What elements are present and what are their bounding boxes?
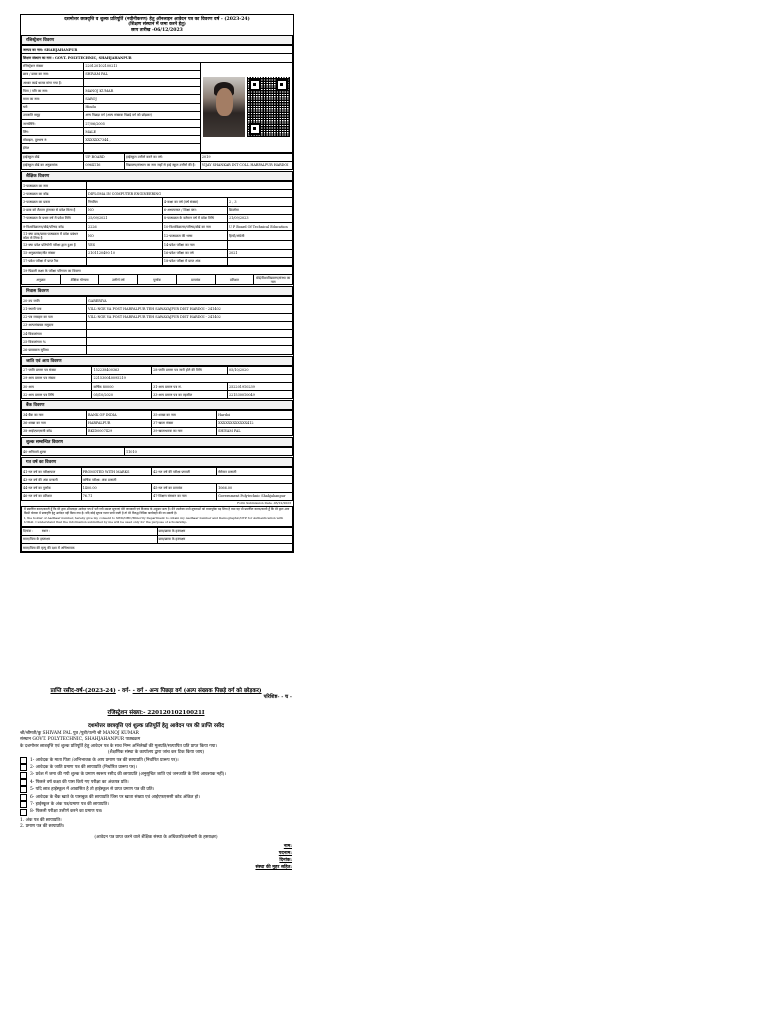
field-value: 221530040095219 [92, 374, 293, 382]
field-value: 05/10/2020 [92, 391, 152, 399]
field-value: 2101120490 10 [87, 249, 163, 257]
table-row [22, 419, 293, 427]
form-header [21, 15, 293, 34]
institute-value: GOVT. POLYTECHNIC, SHAHJAHANPUR [54, 56, 132, 60]
field-label: 45-गत वर्ष का प्राप्तांक [152, 484, 217, 492]
field-value: डिप्लोमा [227, 206, 292, 214]
field-value [87, 321, 293, 329]
table-row [22, 476, 293, 484]
field-value [87, 346, 293, 354]
extra-list [20, 818, 292, 831]
table-row [22, 382, 293, 390]
table-row [22, 214, 293, 222]
field-value: सेमेस्टर प्रणाली [217, 468, 293, 476]
field-label: 39-खाताधारक का नाम [152, 427, 217, 435]
field-label: 31-आय प्रमाण पत्र सं. [152, 382, 228, 390]
field-value: VILL-NGE VA POST HARPALPUR TEH SAWAYAJPUR DIST HARDOI - 241402 [87, 305, 293, 313]
section-title: शुल्क सम्बन्धित विवरण [21, 437, 293, 447]
field-label: 37-खाता संख्या [152, 419, 217, 427]
table-cell: 2019 [200, 153, 292, 161]
checkbox[interactable] [20, 786, 27, 793]
field-label: 15-अनुक्रमांक/सीट संख्या [22, 249, 87, 257]
application-form [20, 14, 294, 553]
caste-income-section [21, 356, 293, 400]
institute-row [22, 54, 293, 62]
field-value: अन्य पिछड़ा वर्ग (अल्प संख्यक पिछड़े वर्ग को छोड़कर) [84, 111, 201, 119]
field-label: 12-पाठ्यक्रम की भाषा [162, 231, 227, 241]
sign-block [20, 843, 292, 872]
field-label: मोबाइल, दूरभाष नं: [22, 136, 84, 144]
table-cell: हाईस्कूल बोर्ड का अनुक्रमांक [22, 161, 84, 169]
column-header: अनुक्रम [22, 275, 61, 285]
table-row [22, 305, 293, 313]
column-header: प्रतिशत [215, 275, 254, 285]
student-photo [203, 77, 246, 137]
table-row [22, 411, 293, 419]
field-label: 9-विश्वविद्यालय/बोर्ड/परिषद कोड [22, 222, 87, 230]
checklist-item [20, 808, 292, 815]
field-label: धर्म: [22, 103, 84, 111]
checkbox[interactable] [20, 809, 27, 816]
field-label: 5-छात्र को लैटरल ट्रांसफर से प्रवेश मिला है [22, 206, 87, 214]
table-row [22, 249, 293, 257]
district-value: SHAHJAHANPUR [44, 47, 78, 52]
field-value: NO [87, 231, 163, 241]
field-label: 46-गत वर्ष का प्रतिशत [22, 492, 82, 500]
receipt-varg: - वर्ग- [115, 688, 133, 694]
parent-note: माता/पिता की मृत्यु की दशा में अभिभावक [22, 544, 293, 552]
checkbox[interactable] [20, 794, 27, 801]
sign-date-place [22, 527, 158, 535]
declaration-english: I, the holder of Aadhaar number, hereby give my consent to SWD/OBC/Minority Department to obtain my Aadhaar number and Demographic/OTP for Authentication with UIDAI. I understand that the information submitted by me will be used only for the purpose of scholarship. [24, 516, 284, 524]
checklist-item [20, 771, 292, 778]
table-cell: हाईस्कूल उत्तीर्ण करने का वर्ष: [124, 153, 200, 161]
field-label: 23-अल्पसंख्यक समुदाय [22, 321, 87, 329]
parent-sign: माता/पिता के हस्ताक्षर [22, 535, 158, 543]
field-value: U P Board Of Technical Education [227, 222, 292, 230]
field-label: 22-पत्र व्यवहार का पता [22, 313, 87, 321]
table-row [22, 161, 293, 169]
checkbox[interactable] [20, 757, 27, 764]
field-value: नियमित [87, 198, 163, 206]
field-value: XXXXXX7344 , [84, 136, 201, 144]
field-label: माता का नाम: [22, 95, 84, 103]
field-value: 2 , 3 [227, 198, 292, 206]
field-value: 76.71 [81, 492, 151, 500]
field-value: 25/09/2021 [87, 214, 163, 222]
prev-result-header-row [22, 275, 293, 285]
column-header: उत्तीर्ण वर्ष [99, 275, 138, 285]
field-value: BANK OF INDIA [87, 411, 152, 419]
bank-section [21, 400, 293, 436]
field-value: 1400.00 [81, 484, 151, 492]
table-row [22, 313, 293, 321]
field-value: HARPALPUR [87, 419, 152, 427]
receipt-heading: दशमोत्तर छात्रवृत्ति एवं शुल्क प्रतिपूर्ति हेतु आवेदन पत्र की प्राप्ति रसीद [88, 723, 224, 729]
field-value [227, 257, 292, 265]
registration-section [21, 35, 293, 170]
photo-qr-cell [200, 62, 292, 152]
column-header: पूर्णांक [138, 275, 177, 285]
sign-line: पदनाम: [278, 850, 292, 856]
field-value: SHIVAM PAL [84, 70, 201, 78]
field-value: 252201910239 [227, 382, 292, 390]
field-value: 21/09/2023 [227, 214, 292, 222]
checklist-item [20, 779, 292, 786]
field-value: 2226 [87, 222, 163, 230]
field-label: 29-आय प्रमाण पत्र संख्या [22, 374, 92, 382]
column-header: शैक्षिक योग्यता [60, 275, 99, 285]
field-value: 27/06/2005 [84, 119, 201, 127]
field-value: 05/10/2020 [227, 366, 292, 374]
place-label: स्थान : [41, 529, 51, 534]
field-label: 44-गत वर्ष का पूर्णांक [22, 484, 82, 492]
checkbox[interactable] [20, 764, 27, 771]
field-value [87, 330, 293, 338]
receipt-para [20, 731, 292, 757]
qr-code [247, 77, 290, 137]
field-value: XXXXXXXXXXXX412 [217, 419, 293, 427]
checklist-item [20, 801, 292, 808]
section-title: गत वर्ष का विवरण [21, 457, 293, 467]
student-sign: छात्र/छात्रा के हस्ताक्षर [157, 527, 293, 535]
receipt-line-inst: संस्थान GOVT. POLYTECHNIC, SHAHJAHANPUR पाठ्यक्रम [20, 737, 141, 743]
field-label: 40-अनिवार्य शुल्क [22, 447, 125, 455]
table-cell: विद्यालय/संस्थान का नाम जहाँ से हाई स्कूल उत्तीर्ण की है: [124, 161, 200, 169]
table-row [22, 241, 293, 249]
sign-line: नाम: [283, 843, 292, 849]
field-value: 2021 [227, 249, 292, 257]
table-row [22, 391, 293, 399]
checklist-label: 1- आवेदक के माता पिता /अभिभावक के आय प्रमाण पत्र की छायाप्रति (निर्धारित प्रारूप पर)। [30, 757, 179, 763]
residence-section [21, 286, 293, 354]
institute-label: शिक्षण संस्थान का नाम : [23, 56, 54, 60]
field-value: VILL-NGE VA POST HARPALPUR TEH SAWAYAJPUR DIST HARDOI - 241402 [87, 313, 293, 321]
field-value: DIPLOMA IN COMPUTER ENGINEERING [87, 190, 293, 198]
receipt-line-note: (शैक्षणिक संस्था के कार्यालय द्वारा जांच कर टिक किया जाय) [107, 750, 205, 756]
field-label: 7-पाठ्यक्रम के प्रथम वर्ष में प्रवेश तिथि [22, 214, 87, 222]
field-label: 10-विश्वविद्यालय/परिषद/बोर्ड का नाम [162, 222, 227, 230]
table-row [22, 447, 293, 455]
table-row [22, 198, 293, 206]
print-date: छाप तारीख -06/12/2023 [131, 27, 183, 33]
field-value: MANOJ KUMAR [84, 87, 201, 95]
field-label: 16-प्रवेश परीक्षा का वर्ष [162, 249, 227, 257]
field-value: 1066.00 [217, 484, 293, 492]
checkbox[interactable] [20, 779, 27, 786]
field-value: Government Polytechnic Shahjahanpur [217, 492, 293, 500]
receipt-category: - वर्ग - अन्य पिछड़ा वर्ग (अल्प संख्यक पिछड़े वर्ग को छोड़कर) [132, 688, 262, 694]
district-row [22, 46, 293, 54]
field-label: उपजाति समूह [22, 111, 84, 119]
field-label: 32-आय प्रमाण पत्र तिथि [22, 391, 92, 399]
table-row [22, 153, 293, 161]
section-title: निवास विवरण [21, 286, 293, 296]
field-value: 221530010049 [227, 391, 292, 399]
field-value [227, 241, 292, 249]
field-label: 47-शिक्षण संस्थान का नाम [152, 492, 217, 500]
field-label: 38-आईएफएससी कोड [22, 427, 87, 435]
field-label: 34-बैंक का नाम [22, 411, 87, 419]
table-row [22, 492, 293, 500]
submission-date: Form Submission Date -03/12/2023 [237, 500, 291, 505]
section-title: रजिस्ट्रेशन विवरण [21, 35, 293, 45]
table-row [22, 330, 293, 338]
field-value: SAROJ [84, 95, 201, 103]
field-label: 42-गत वर्ष की परीक्षा प्रणाली [152, 468, 217, 476]
field-label: 25-विकलांगता % [22, 338, 87, 346]
field-value: YES [87, 241, 163, 249]
field-label: रजिस्ट्रेशन संख्या [22, 62, 84, 70]
field-label: 2-पाठ्यक्रम का कोड [22, 190, 87, 198]
section-title: जाति एवं आय विवरण [21, 356, 293, 366]
fee-section [21, 437, 293, 456]
declaration-hindi: मैं प्रमाणित करता/करती हूँ कि मेरे द्वारा ऑनलाइन आवेदन पत्र में भरी गयी समस्त सूचनाएं मेरी जानकारी एवं विश्वास के अनुसार सत्य हैं। मैंने उपरोक्त सभी सूचनाओं को ध्यानपूर्वक पढ़ लिया है तथा यह भी प्रमाणित करता/करती हूँ कि मेरे द्वारा अन्य किसी योजना में छात्रवृत्ति हेतु आवेदन नहीं किया गया है। यदि कोई सूचना गलत पायी जाती है तो मेरे विरुद्ध विधिक कार्यवाही की जा सकती है। [24, 507, 290, 516]
field-label: 24-विकलांगता [22, 330, 87, 338]
field-value: 22012010210021I [84, 62, 201, 70]
table-row [22, 206, 293, 214]
field-label: 41-गत वर्ष का परीक्षाफल [22, 468, 82, 476]
field-value [87, 257, 163, 265]
sign-line: संस्था की मुहर सहित: [255, 865, 292, 871]
checklist [20, 757, 292, 816]
checkbox[interactable] [20, 772, 27, 779]
receipt-line-docs: के दशमोत्तर छात्रवृत्ति एवं शुल्क प्रतिपूर्ति हेतु आवेदन पत्र के साथ निम्न अभिलेखों की मूलप्रति/सत्यापित प्रति प्राप्त किया गया। [20, 743, 218, 749]
table-cell: VIJAY SHANKAR INT COLL HARPALPUR HARDOI [200, 161, 292, 169]
field-label: लिंग: [22, 128, 84, 136]
receipt [20, 686, 292, 872]
field-label: 17-प्रवेश परीक्षा में प्राप्त रैंक [22, 257, 87, 265]
table-row [22, 222, 293, 230]
table-cell: UP BOARD [84, 153, 125, 161]
field-label: 36-शाखा का नाम [22, 419, 87, 427]
field-label: 28-जाति प्रमाण पत्र जारी होने की तिथि [152, 366, 228, 374]
extra-item: 1. अंक पत्र की छायाप्रति। [20, 817, 62, 823]
checklist-item [20, 786, 292, 793]
date-label: दिनांक : [23, 529, 34, 534]
checkbox[interactable] [20, 801, 27, 808]
table-row [22, 231, 293, 241]
field-label: 14-प्रवेश परीक्षा का नाम [162, 241, 227, 249]
table-row [22, 346, 293, 354]
district-label: जनपद का नाम: [23, 47, 44, 52]
field-label: 43-गत वर्ष की अंक प्रणाली [22, 476, 82, 484]
checklist-label: 4- पिछले वर्ष कक्षा की पास किये गए परीक्षा का अंकपत्र प्रति। [30, 779, 129, 785]
checklist-label: 8- पिछली परीक्षा उत्तीर्ण करने का प्रमाण पत्र। [30, 809, 103, 815]
sign-line: दिनांक: [279, 858, 292, 864]
receipt-line-name: श्री/श्रीमती/कु SHIVAM PAL पुत्र /पुत्री/पत्नी श्री MANOJ KUMAR [20, 731, 139, 736]
field-label: ईमेल [22, 144, 84, 152]
receipt-year: प्राप्ति रसीद-वर्ष-(2023-24) [50, 688, 116, 694]
checklist-item [20, 764, 292, 771]
field-value: हिन्दी/अंग्रेजी [227, 231, 292, 241]
table-row [22, 338, 293, 346]
field-label: 33-आय प्रमाण पत्र का तहसील [152, 391, 228, 399]
inst-sign: छात्र/छात्रा के हस्ताक्षर [157, 535, 293, 543]
field-value: NO [87, 206, 163, 214]
declaration [21, 506, 293, 526]
table-cell: 0964116 [84, 161, 125, 169]
field-label: 1-पाठ्यक्रम का नाम [22, 182, 87, 190]
table-row [22, 297, 293, 305]
section-title: शैक्षिक विवरण [21, 171, 293, 181]
field-value: GARERIYA [87, 297, 293, 305]
field-label: 35-शाखा का नाम [152, 411, 217, 419]
field-label: 27-जाति प्रमाण पत्र संख्या [22, 366, 92, 374]
field-label: 21-स्थायी पता [22, 305, 87, 313]
prev-result-title: 19-पिछली कक्षा के परीक्षा परिणाम का विवरण [22, 266, 293, 274]
field-value: 152238400363 [92, 366, 152, 374]
checklist-label: 7- हाईस्कूल के अंक पत्र/प्रमाण पत्र की छायाप्रति। [30, 802, 109, 808]
field-label: 8-पाठ्यक्रम के वर्तमान वर्ष में प्रवेश तिथि [162, 214, 227, 222]
table-row [22, 427, 293, 435]
field-label: 26-छात्रावास सुविधा [22, 346, 87, 354]
field-label: 4-कक्षा का वर्ष (वर्ष संख्या) [162, 198, 227, 206]
field-label: 3-पाठ्यक्रम का प्रकार [22, 198, 87, 206]
field-label: 6-अध्ययनरत / शिक्षा स्तर: [162, 206, 227, 214]
field-value: SHIVAM PAL [217, 427, 293, 435]
column-header: प्राप्तांक [176, 275, 215, 285]
annexure: परिशिष्ट- - च - [263, 694, 292, 700]
checklist-label: 2- आवेदक के जाति प्रमाण पत्र की छायाप्रति (निर्धारित प्रारूप पर)। [30, 765, 137, 771]
checklist-item [20, 794, 292, 801]
field-label: 30-आय [22, 382, 92, 390]
column-header: बोर्ड/विश्वविद्यालय/संस्था का नाम [254, 275, 293, 285]
checklist-label: 3- प्रवेश में जमा की गयी शुल्क के प्रमाण स्वरूप रसीद की छायाप्रति (अनुसूचित जाति एवं जनजाति के लिये आवश्यक नहीं)। [30, 772, 226, 778]
field-label: 13-क्या प्रवेश प्रतियोगी परीक्षा द्वारा हुआ है [22, 241, 87, 249]
field-label: 18-प्रवेश परीक्षा में प्राप्त अंक [162, 257, 227, 265]
previous-year-section [21, 457, 293, 506]
field-value: 11010 [124, 447, 292, 455]
table-row [22, 190, 293, 198]
field-label: 20-उप जाति [22, 297, 87, 305]
table-row [22, 182, 293, 190]
field-value [87, 338, 293, 346]
extra-item: 2. प्रमाण पत्र की छायाप्रति। [20, 824, 65, 830]
table-row [22, 257, 293, 265]
table-row [22, 321, 293, 329]
receipt-title [20, 686, 292, 694]
table-row [22, 468, 293, 476]
field-value: MALE [84, 128, 201, 136]
field-value: BKID0007429 [87, 427, 152, 435]
receipt-regno: रजिस्ट्रेशन संख्या:- 22012010210021I [107, 710, 205, 716]
field-value [87, 182, 293, 190]
field-value: Hindu [84, 103, 201, 111]
field-value: PROMOTED WITH MARKS [81, 468, 151, 476]
form-subtitle: (शिक्षण संस्थान में जमा करने हेतु) [128, 22, 186, 28]
checklist-label: 6- आवेदक के बैंक खाते के पासबुक की छायाप्रति जिस पर खाता संख्या एवं आईएफएससी कोड अंकित हो। [30, 794, 200, 800]
table-row [22, 484, 293, 492]
table-row [22, 374, 293, 382]
field-value: Hardoi [217, 411, 293, 419]
table-row [22, 366, 293, 374]
section-title: बैंक विवरण [21, 400, 293, 410]
field-value: वार्षिक परीक्षा: अंक प्रणाली [81, 476, 292, 484]
field-label: आधार कार्ड धारक मांगा गया है: [22, 78, 84, 86]
table-row [22, 62, 293, 70]
field-label: 11-क्या छात्र/छात्रा पाठ्यक्रम में प्रवेश प्रबंधन कोटा से लिया है [22, 231, 87, 241]
checklist-label: 5- यदि छात्र हाईस्कूल में आवासित है तो हाईस्कूल से प्राप्त प्रमाण पत्र की प्रति। [30, 787, 155, 793]
checklist-item [20, 757, 292, 764]
field-label: पिता / पति का नाम: [22, 87, 84, 95]
form-title: दशमोत्तर छात्रवृत्ति व शुल्क प्रतिपूर्ति (नवीनीकरण) हेतु ऑनलाइन आवेदन पत्र का विवरण वर्ष - (2023-24) [64, 17, 250, 22]
field-label: छात्र / छात्रा का नाम: [22, 70, 84, 78]
education-section [21, 171, 293, 285]
table-cell: हाईस्कूल बोर्ड [22, 153, 84, 161]
field-value [84, 78, 201, 86]
receiver-note: (आवेदन पत्र प्राप्त करने वाले शैक्षिक संस्था के अधिकारी/कर्मचारी के हस्ताक्षर) [94, 834, 218, 840]
field-label: जन्मतिथि: [22, 119, 84, 127]
field-value [84, 144, 201, 152]
field-value: वार्षिक 80000 [92, 382, 152, 390]
